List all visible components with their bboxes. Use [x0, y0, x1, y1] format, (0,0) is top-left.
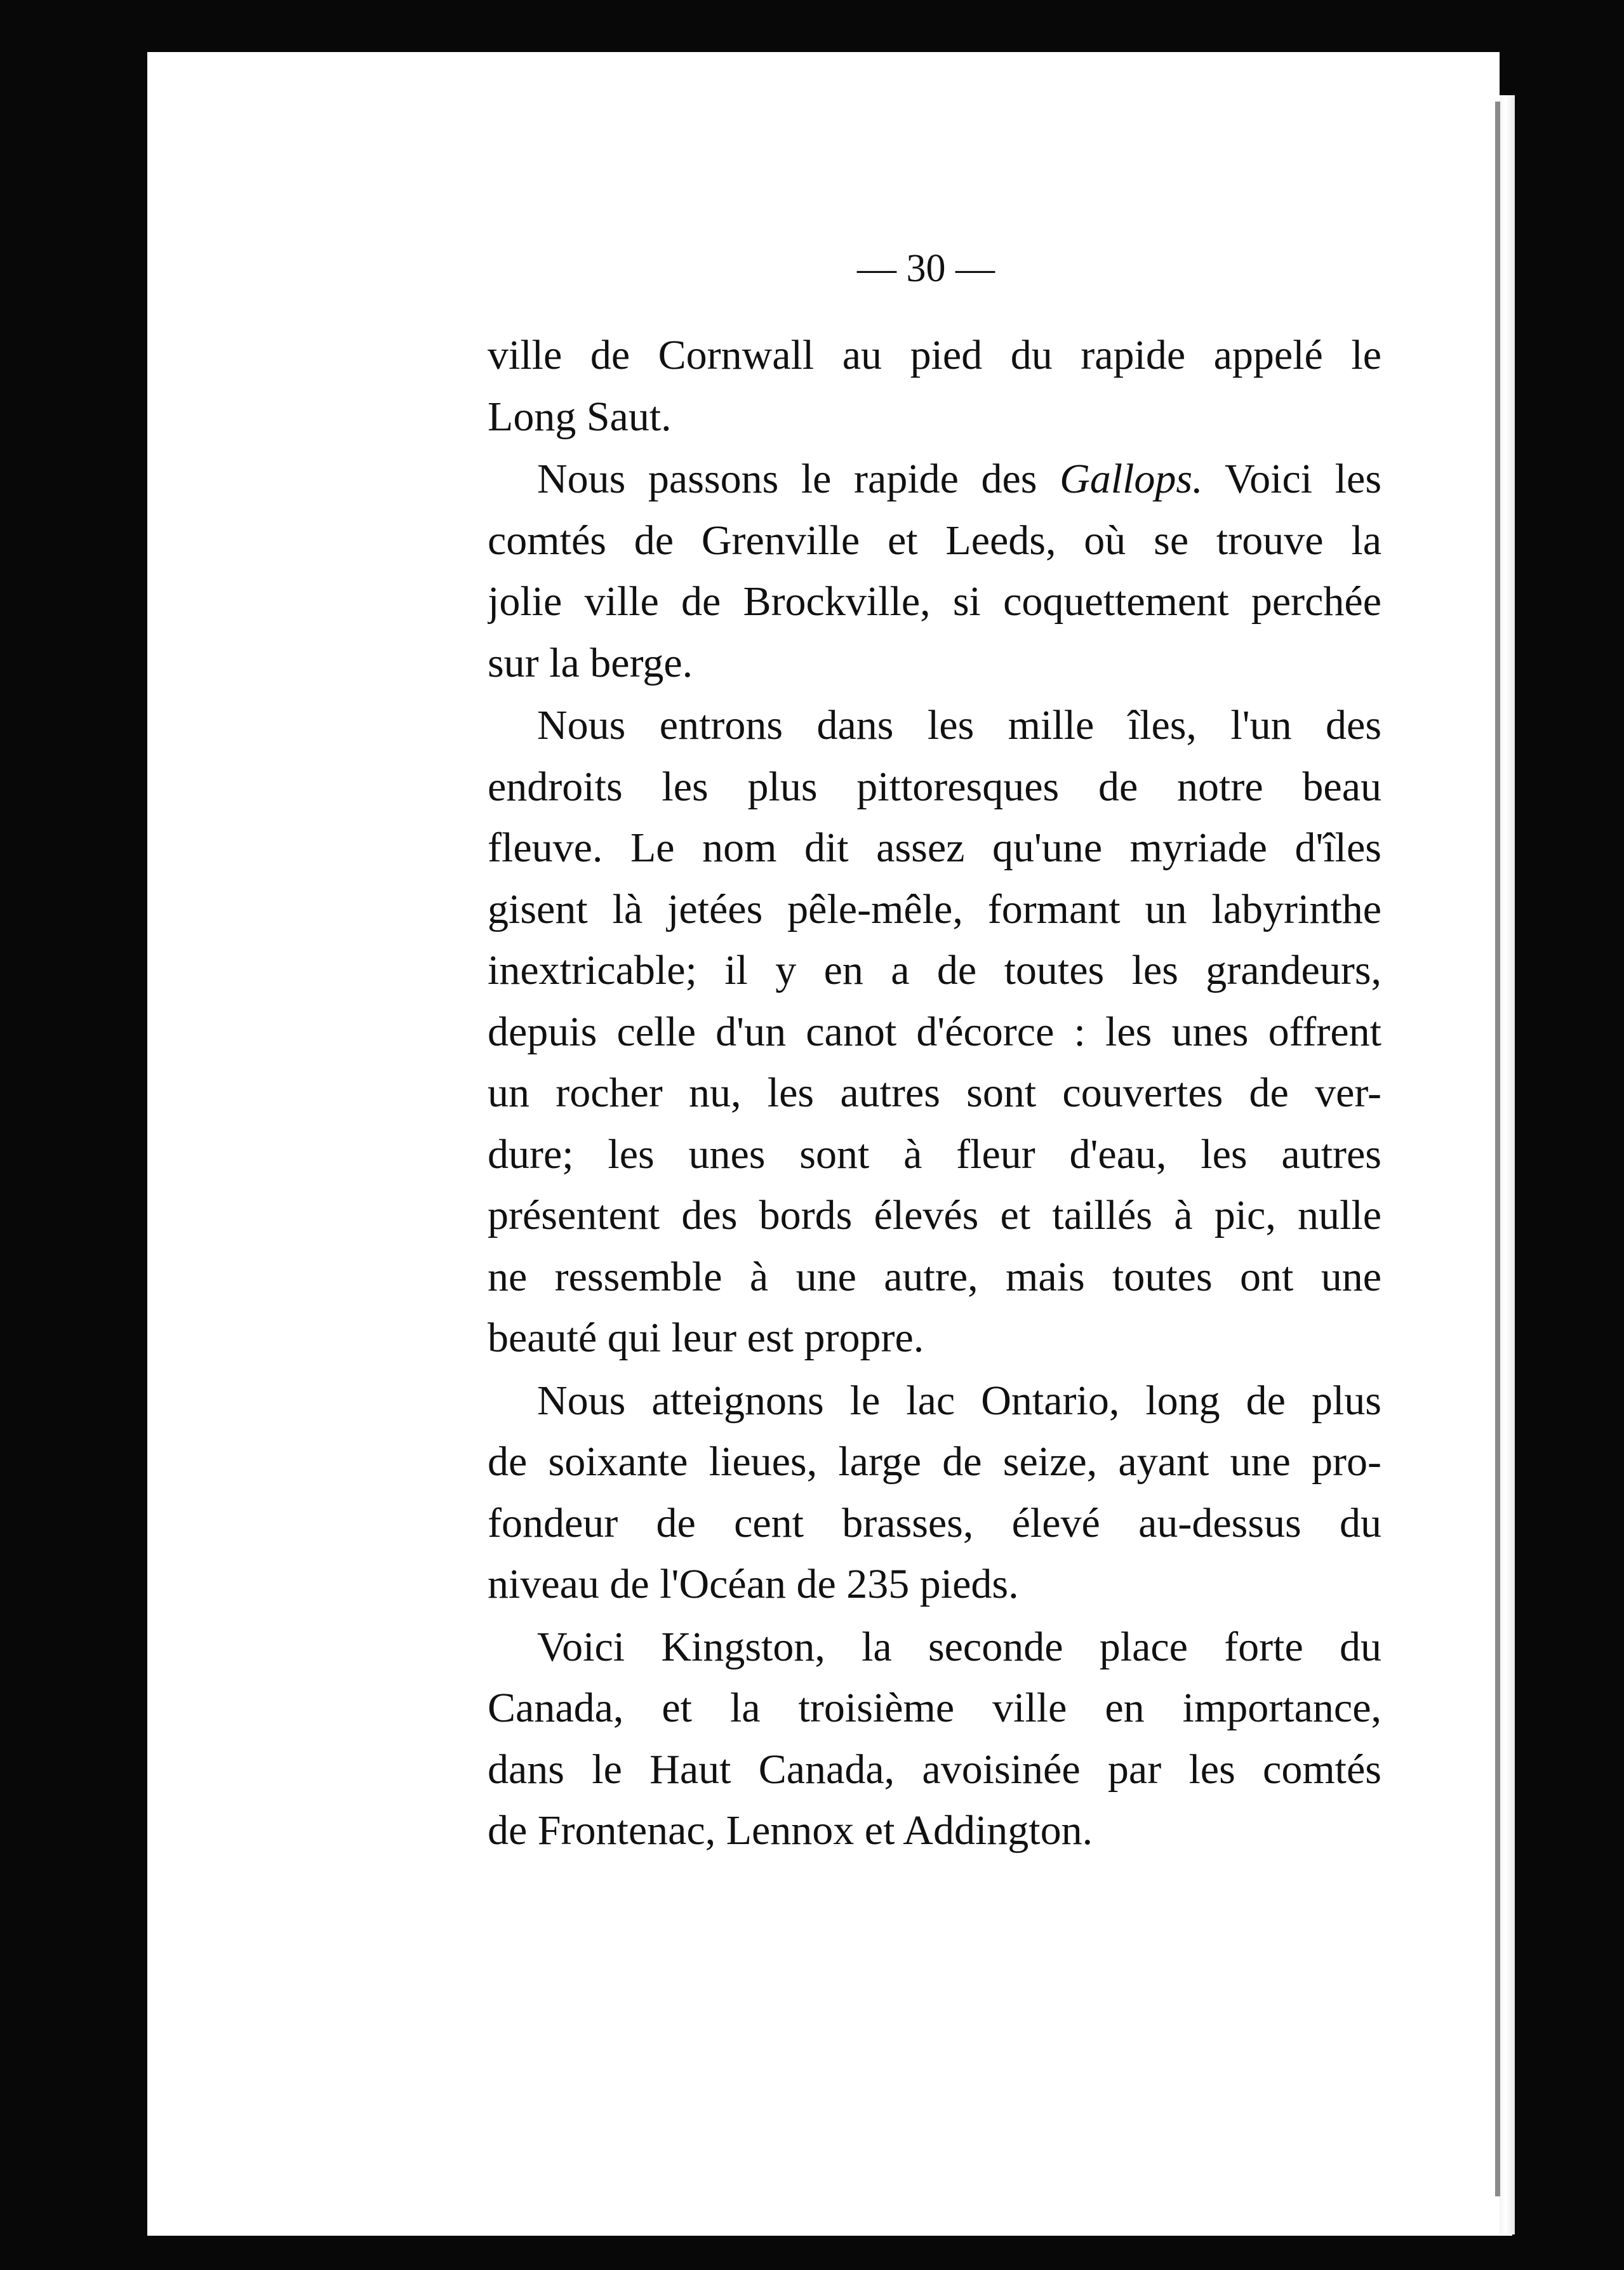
text-line: Nous entrons dans les mille îles, l'un des [537, 702, 1381, 748]
text-line: fleuve. Le nom dit assez qu'une myriade d'îles [488, 825, 1381, 871]
body-text [488, 325, 1381, 1862]
text-line: comtés de Grenville et Leeds, où se trouve la [488, 517, 1381, 564]
text-line: ville de Cornwall au pied du rapide appelé le [488, 332, 1381, 378]
paragraph-start: Nous passons le rapide des Gallops. Voici les [537, 456, 1381, 502]
text-line: présentent des bords élevés et taillés à pic, nulle [488, 1192, 1381, 1238]
text-line: dure; les unes sont à fleur d'eau, les autres [488, 1131, 1381, 1178]
text-line: Nous atteignons le lac Ontario, long de plus [537, 1377, 1381, 1424]
text-line: Long Saut. [488, 393, 672, 440]
page-edge-shadow [1495, 102, 1500, 2196]
text-line: inextricable; il y en a de toutes les grandeurs, [488, 947, 1381, 993]
text-line: ne ressemble à une autre, mais toutes ont une [488, 1253, 1381, 1300]
page-bottom-margin [147, 2129, 1512, 2236]
text-line: de Frontenac, Lennox et Addington. [488, 1807, 1093, 1854]
text-line: sur la berge. [488, 639, 693, 686]
text-line: niveau de l'Océan de 235 pieds. [488, 1561, 1019, 1607]
text-line: depuis celle d'un canot d'écorce : les unes offrent [488, 1008, 1381, 1055]
text-line: Canada, et la troisième ville en importance, [488, 1685, 1381, 1731]
text-line: gisent là jetées pêle-mêle, formant un labyrinthe [488, 886, 1381, 933]
text-line: beauté qui leur est propre. [488, 1315, 924, 1361]
text-line: endroits les plus pittoresques de notre beau [488, 763, 1381, 810]
text-line: fondeur de cent brasses, élevé au-dessus du [488, 1499, 1381, 1546]
text-line: Voici Kingston, la seconde place forte du [537, 1623, 1381, 1670]
page-fore-edge [1500, 95, 1515, 2234]
text-line: jolie ville de Brockville, si coquettement perchée [488, 578, 1381, 625]
italic-word: Gallops. [1060, 456, 1203, 502]
page-number: — 30 — [857, 247, 995, 290]
text-line: de soixante lieues, large de seize, ayant une pro- [488, 1438, 1381, 1485]
text-line [488, 449, 1381, 510]
text-line: dans le Haut Canada, avoisinée par les comtés [488, 1746, 1381, 1793]
text-line: un rocher nu, les autres sont couvertes de ver- [488, 1070, 1381, 1116]
